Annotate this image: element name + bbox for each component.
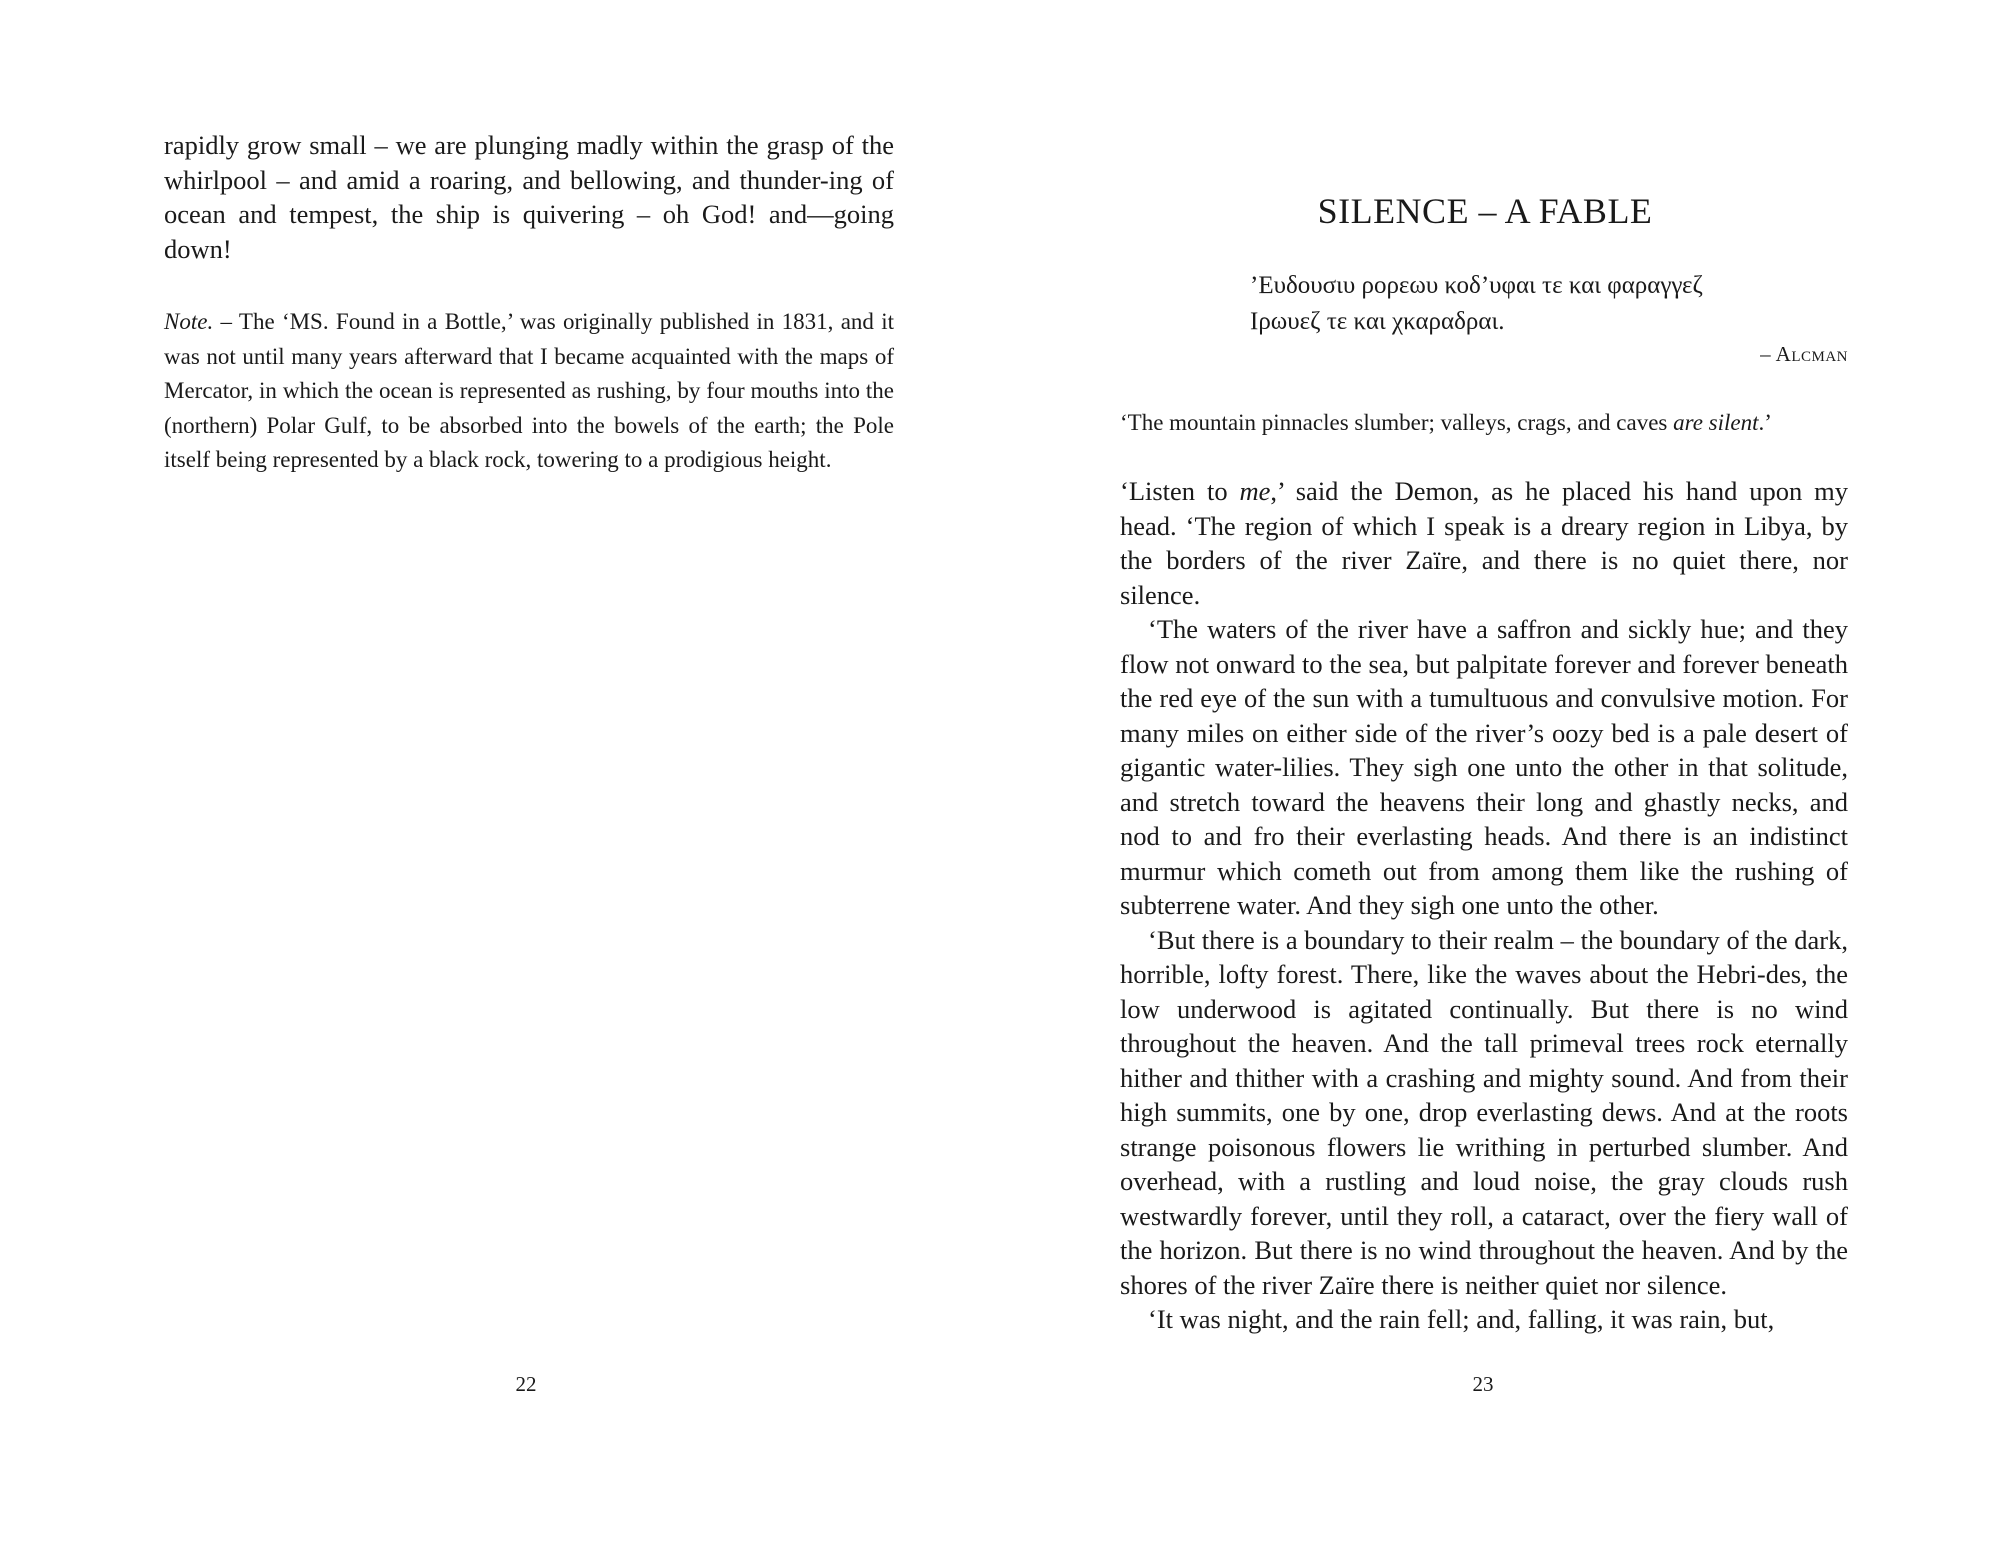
footnote xyxy=(164,305,894,478)
right-body-text xyxy=(1120,474,1848,1337)
left-body-paragraph: rapidly grow small – we are plunging madly within the grasp of the whirlpool – and amid a roaring, and bellowing, and thunder-ing of ocean and tempest, the ship is quivering – oh God! and—going down! xyxy=(164,130,894,264)
paragraph-1-rest: ,’ said the Demon, as he placed his hand upon my head. ‘The region of which I speak is a dreary region in Libya, by the borders of the river Zaïre, and there is no quiet there, nor silence. xyxy=(1120,476,1848,610)
epigraph-translation xyxy=(1120,406,1880,440)
epigraph-line-1: ’Ευδουσιυ ρορεωυ κοδ’υφαι τε και φαραγγεζ xyxy=(1250,272,1703,299)
story-title: SILENCE – A FABLE xyxy=(1317,191,1653,231)
epigraph-attribution: – Alcman xyxy=(1760,342,1848,366)
page-number-right: 23 xyxy=(1472,1372,1494,1396)
note-label: Note. xyxy=(164,309,214,334)
paragraph-4: ‘It was night, and the rain fell; and, falling, it was rain, but, xyxy=(1148,1304,1775,1334)
paragraph-1 xyxy=(1120,474,1848,612)
page-number-left: 22 xyxy=(515,1372,537,1396)
translation-start: ‘The mountain pinnacles slumber; valleys, crags, and caves xyxy=(1120,410,1674,435)
paragraph-1-emphasis: me xyxy=(1239,476,1271,506)
epigraph xyxy=(1250,268,1703,340)
translation-emphasis: are silent xyxy=(1673,410,1759,435)
epigraph-line-2: Ιρωυεζ τε και χκαραδραι. xyxy=(1250,308,1505,335)
paragraph-3: ‘But there is a boundary to their realm – the boundary of the dark, horrible, lofty forest. There, like the waves about the Hebri-des, the low underwood is agitated continually. But there is no wind throughout the heaven. And the tall primeval trees rock eternally hither and thither with a crashing and mighty sound. And from their high summits, one by one, drop everlasting dews. And at the roots strange poisonous flowers lie writhing in perturbed slumber. And overhead, with a rustling and loud noise, the gray clouds rush westwardly forever, until they roll, a cataract, over the fiery wall of the horizon. But there is no wind throughout the heaven. And by the shores of the river Zaïre there is neither quiet nor silence. xyxy=(1120,924,1848,1300)
paragraph-2: ‘The waters of the river have a saffron and sickly hue; and they flow not onward to the sea, but palpitate forever and forever beneath the red eye of the sun with a tumultuous and convulsive motion. For many miles on either side of the river’s oozy bed is a pale desert of gigantic water-lilies. They sigh one unto the other in that solitude, and stretch toward the heavens their long and ghastly necks, and nod to and fro their everlasting heads. And there is an indistinct murmur which cometh out from among them like the rushing of subterrene water. And they sigh one unto the other. xyxy=(1120,614,1848,920)
left-body-text xyxy=(164,128,894,266)
note-text: – The ‘MS. Found in a Bottle,’ was originally published in 1831, and it was not until many years afterward that I became acquainted with the maps of Mercator, in which the ocean is represented as rushing, by four mouths into the (northern) Polar Gulf, to be absorbed into the bowels of the earth; the Pole itself being represented by a black rock, towering to a prodigious height. xyxy=(164,309,894,472)
right-page xyxy=(1000,0,2000,1552)
translation-end: .’ xyxy=(1758,410,1772,435)
paragraph-1-start: ‘Listen to xyxy=(1120,476,1240,506)
